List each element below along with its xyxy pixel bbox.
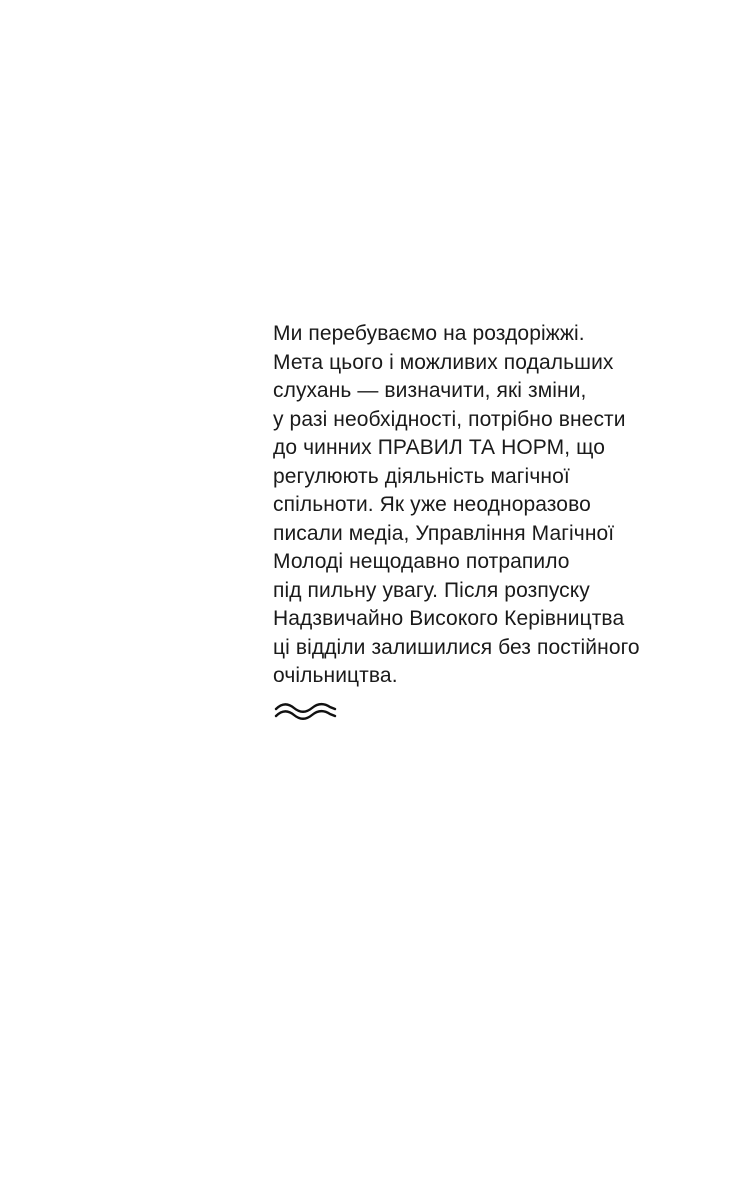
paragraph-line: до чинних ПРАВИЛ ТА НОРМ, що xyxy=(273,436,606,459)
paragraph-line: у разі необхідності, потрібно внести xyxy=(273,407,626,431)
paragraph-line: Молоді нещодавно потрапило xyxy=(273,550,570,573)
paragraph-line: очільництва. xyxy=(273,664,398,687)
paragraph-line: Мета цього і можливих подальших xyxy=(273,350,614,374)
paragraph-line: писали медіа, Управління Магічної xyxy=(273,521,615,545)
body-paragraph xyxy=(273,320,693,691)
paragraph-line: ці відділи залишилися без постійного xyxy=(273,635,640,659)
double-wave-icon xyxy=(274,700,338,722)
paragraph-line: регулюють діяльність магічної xyxy=(273,464,570,488)
paragraph-line: Ми перебуваємо на роздоріжжі. xyxy=(273,322,585,345)
paragraph-line: спільноти. Як уже неодноразово xyxy=(273,493,591,516)
paragraph-line: слухань — визначити, які зміни, xyxy=(273,379,587,402)
paragraph-line: під пильну увагу. Після розпуску xyxy=(273,578,590,602)
paragraph-line: Надзвичайно Високого Керівництва xyxy=(273,607,625,630)
